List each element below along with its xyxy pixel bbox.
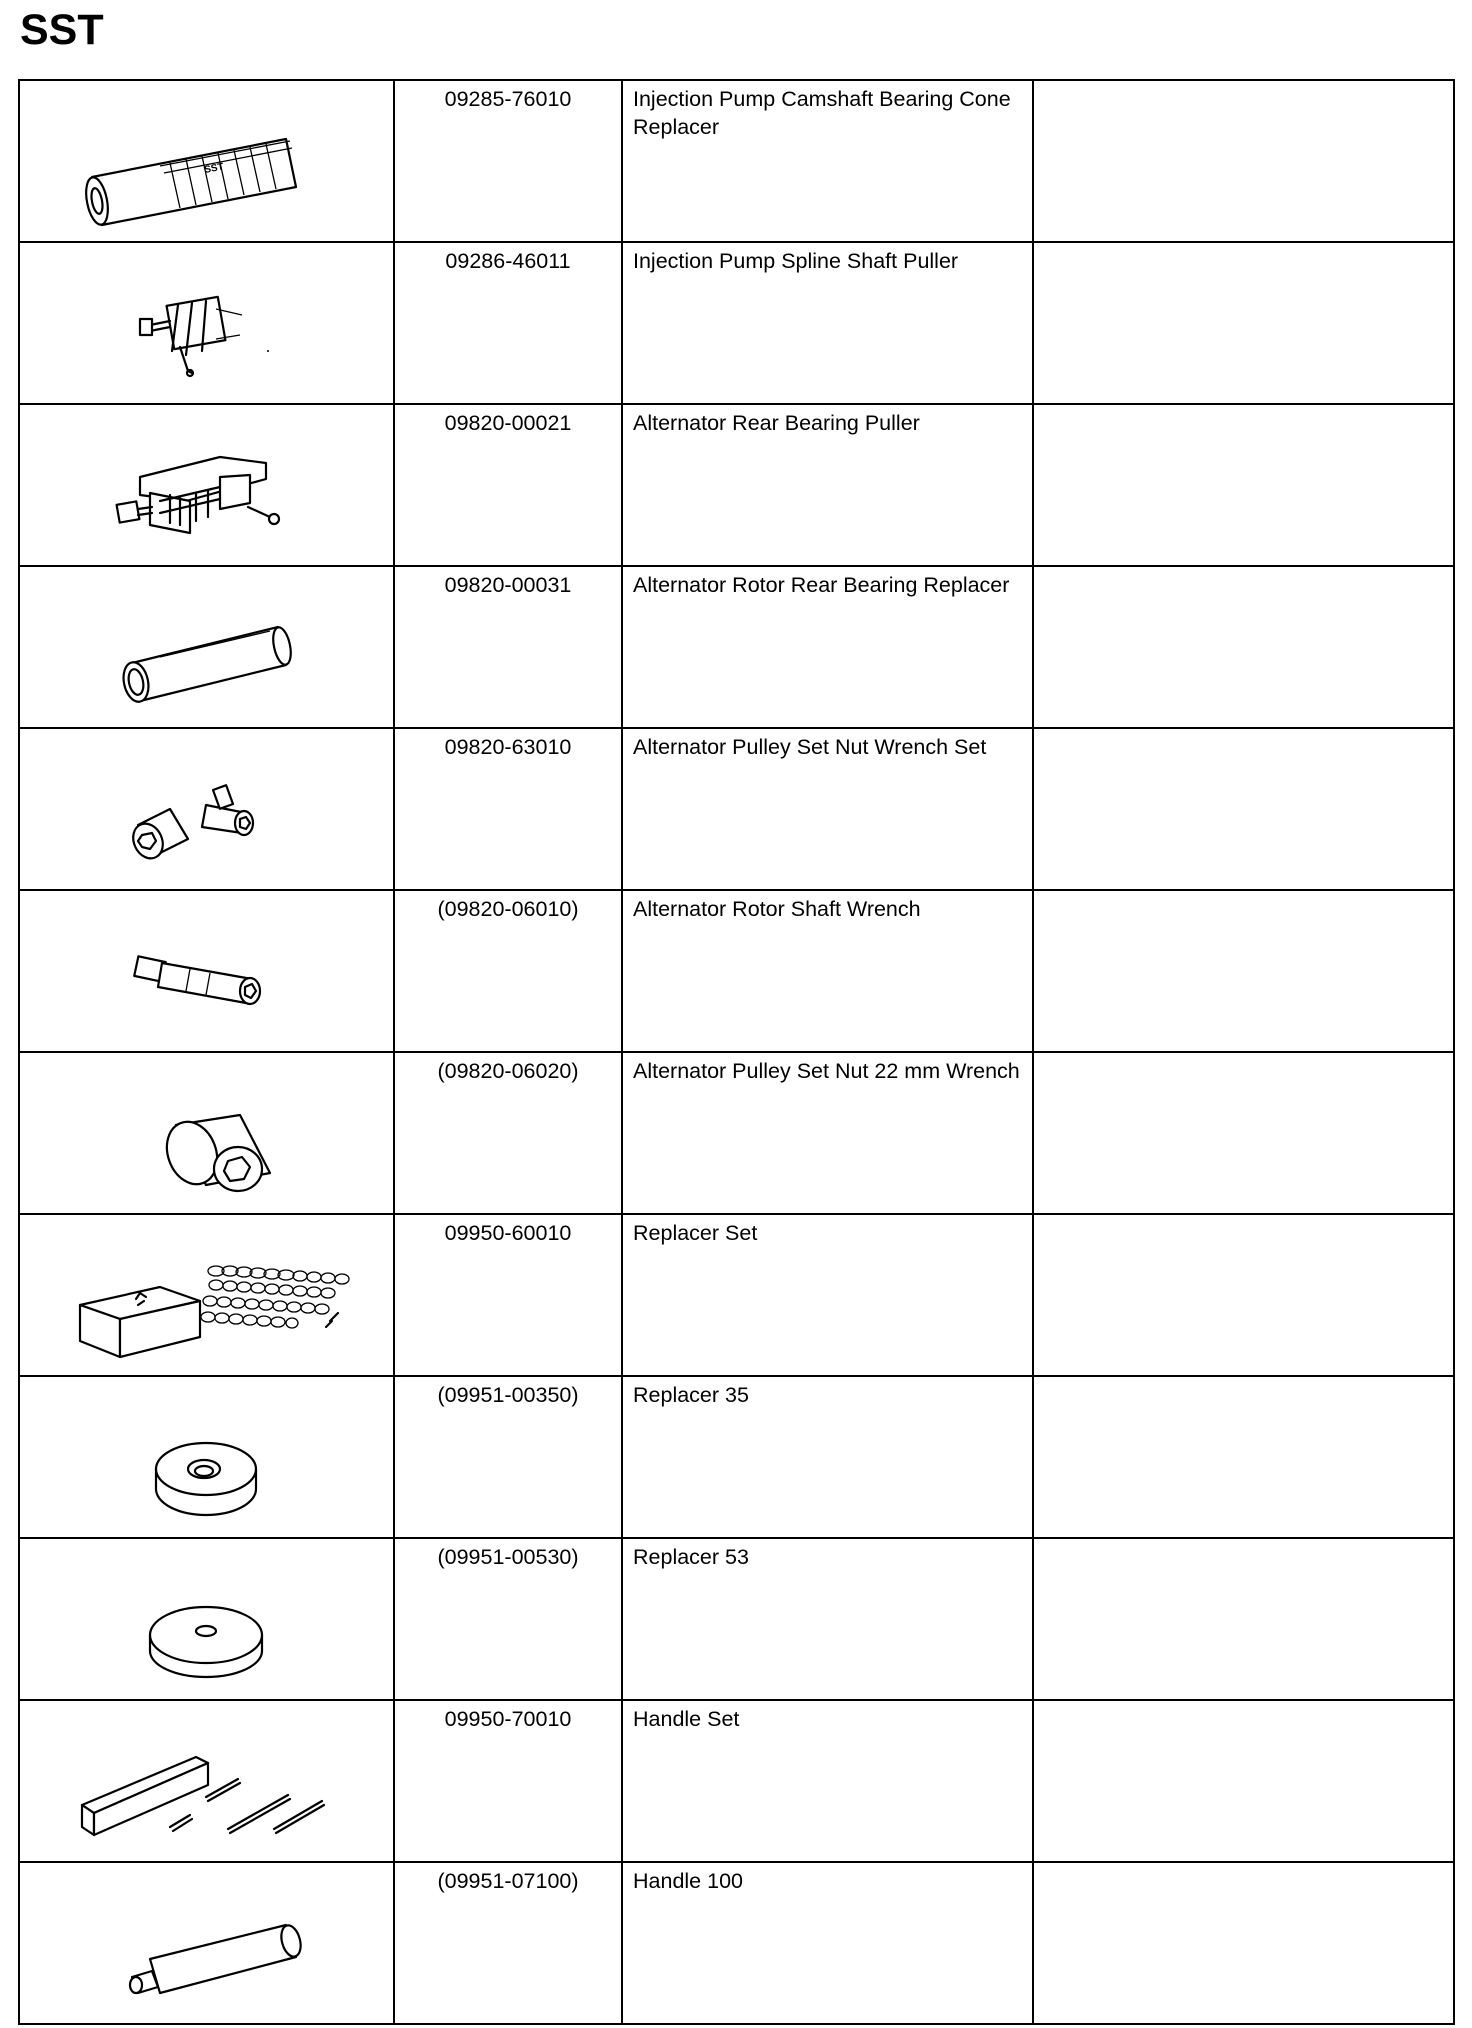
tool-name: Alternator Rotor Shaft Wrench: [622, 890, 1033, 1052]
tool-illustration-cell: [19, 890, 394, 1052]
tool-name: Replacer Set: [622, 1214, 1033, 1376]
tool-name: Handle 100: [622, 1862, 1033, 2024]
replacer-35-icon: [20, 1377, 393, 1537]
tool-illustration-cell: [19, 728, 394, 890]
tool-illustration-cell: [19, 1862, 394, 2024]
tool-illustration-cell: [19, 80, 394, 242]
pulley-nut-22mm-wrench-icon: [20, 1053, 393, 1213]
table-row: [19, 80, 1454, 242]
table-row: [19, 1052, 1454, 1214]
notes-cell: [1033, 1862, 1454, 2024]
tool-name: Alternator Pulley Set Nut 22 mm Wrench: [622, 1052, 1033, 1214]
table-row: [19, 242, 1454, 404]
table-row: [19, 890, 1454, 1052]
rear-bearing-puller-icon: [20, 405, 393, 565]
part-number: (09820-06010): [394, 890, 622, 1052]
notes-cell: [1033, 1700, 1454, 1862]
tool-name: Handle Set: [622, 1700, 1033, 1862]
table-row: [19, 404, 1454, 566]
sst-table: [18, 79, 1455, 2025]
tool-name: Injection Pump Spline Shaft Puller: [622, 242, 1033, 404]
tool-name: Alternator Rotor Rear Bearing Replacer: [622, 566, 1033, 728]
part-number: 09820-63010: [394, 728, 622, 890]
tool-illustration-cell: [19, 566, 394, 728]
notes-cell: [1033, 80, 1454, 242]
tool-name: Replacer 35: [622, 1376, 1033, 1538]
pulley-nut-wrench-set-icon: [20, 729, 393, 889]
part-number: 09820-00021: [394, 404, 622, 566]
notes-cell: [1033, 1538, 1454, 1700]
table-row: [19, 1214, 1454, 1376]
tool-illustration-cell: [19, 1214, 394, 1376]
notes-cell: [1033, 566, 1454, 728]
page-title: SST: [20, 6, 104, 54]
replacer-set-icon: [20, 1215, 393, 1375]
notes-cell: [1033, 1214, 1454, 1376]
table-row: [19, 566, 1454, 728]
part-number: 09285-76010: [394, 80, 622, 242]
tool-illustration-cell: [19, 1538, 394, 1700]
tool-illustration-cell: [19, 404, 394, 566]
part-number: (09951-00350): [394, 1376, 622, 1538]
notes-cell: [1033, 404, 1454, 566]
part-number: 09950-60010: [394, 1214, 622, 1376]
part-number: (09951-00530): [394, 1538, 622, 1700]
handle-100-icon: [20, 1863, 393, 2023]
table-row: [19, 1862, 1454, 2024]
tool-name: Replacer 53: [622, 1538, 1033, 1700]
notes-cell: [1033, 890, 1454, 1052]
notes-cell: [1033, 1376, 1454, 1538]
tool-name: Injection Pump Camshaft Bearing Cone Replacer: [622, 80, 1033, 242]
part-number: (09820-06020): [394, 1052, 622, 1214]
table-row: [19, 1376, 1454, 1538]
part-number: 09950-70010: [394, 1700, 622, 1862]
tool-name: Alternator Rear Bearing Puller: [622, 404, 1033, 566]
part-number: 09286-46011: [394, 242, 622, 404]
tool-illustration-cell: [19, 242, 394, 404]
tool-engraving: SST: [203, 161, 225, 176]
rotor-rear-bearing-replacer-icon: [20, 567, 393, 727]
spline-shaft-puller-icon: [20, 243, 393, 403]
replacer-53-icon: [20, 1539, 393, 1699]
notes-cell: [1033, 728, 1454, 890]
table-row: [19, 1700, 1454, 1862]
table-row: [19, 1538, 1454, 1700]
tool-illustration-cell: [19, 1052, 394, 1214]
notes-cell: [1033, 1052, 1454, 1214]
part-number: (09951-07100): [394, 1862, 622, 2024]
handle-set-icon: [20, 1701, 393, 1861]
notes-cell: [1033, 242, 1454, 404]
table-row: [19, 728, 1454, 890]
rotor-shaft-wrench-icon: [20, 891, 393, 1051]
tool-name: Alternator Pulley Set Nut Wrench Set: [622, 728, 1033, 890]
tool-illustration-cell: [19, 1376, 394, 1538]
tool-illustration-cell: [19, 1700, 394, 1862]
part-number: 09820-00031: [394, 566, 622, 728]
camshaft-bearing-cone-replacer-icon: [20, 81, 393, 241]
